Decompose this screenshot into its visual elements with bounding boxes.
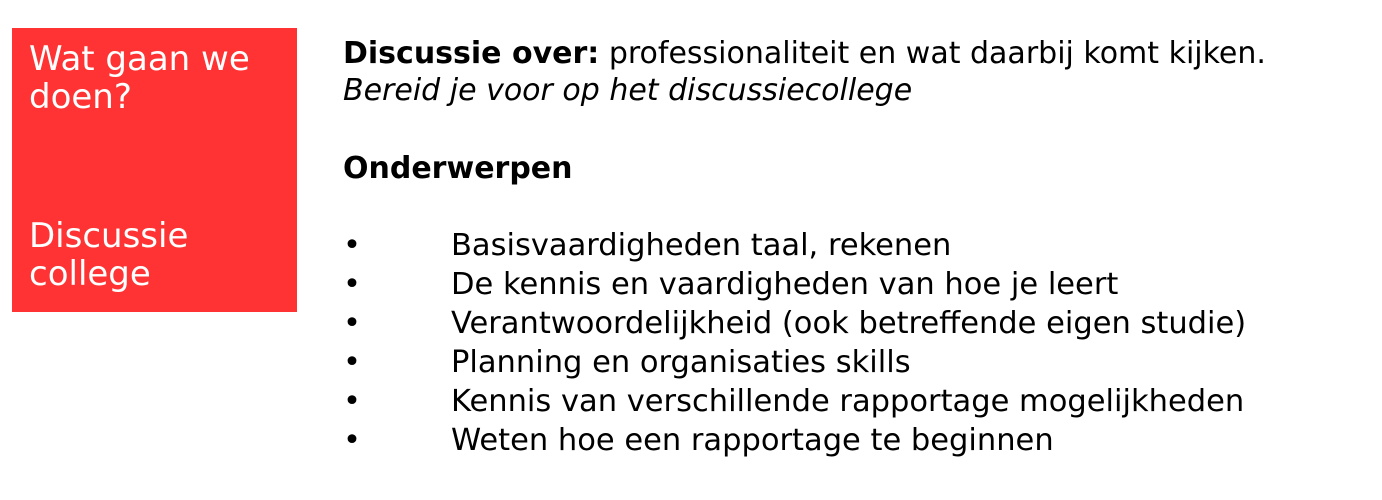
- topic-text: Kennis van verschillende rapportage mogelijkheden: [451, 384, 1245, 419]
- list-item: [343, 421, 1373, 460]
- bullet-icon: •: [343, 345, 361, 380]
- list-item: [343, 265, 1373, 304]
- topic-text: Weten hoe een rapportage te beginnen: [451, 423, 1054, 458]
- topic-text: Basisvaardigheden taal, rekenen: [451, 228, 952, 263]
- slide-content: [343, 35, 1373, 460]
- bullet-icon: •: [343, 228, 361, 263]
- intro-bold-label: Discussie over:: [343, 36, 600, 71]
- topic-text: Planning en organisaties skills: [451, 345, 911, 380]
- bullet-icon: •: [343, 423, 361, 458]
- intro-text: professionaliteit en wat daarbij komt kijken.: [599, 36, 1266, 71]
- bullet-icon: •: [343, 306, 361, 341]
- list-item: [343, 382, 1373, 421]
- bullet-icon: •: [343, 384, 361, 419]
- intro-subtitle: Bereid je voor op het discussiecollege: [343, 73, 913, 108]
- bullet-icon: •: [343, 267, 361, 302]
- topics-heading: Onderwerpen: [343, 151, 573, 186]
- section-label-box: [12, 28, 297, 312]
- topic-text: De kennis en vaardigheden van hoe je leert: [451, 267, 1119, 302]
- section-question-label: Wat gaan we doen?: [29, 39, 250, 117]
- session-type-label: Discussie college: [29, 216, 189, 294]
- intro-line: [343, 35, 1373, 72]
- list-item: [343, 343, 1373, 382]
- topic-text: Verantwoordelijkheid (ook betreffende eigen studie): [451, 306, 1247, 341]
- topic-list: [343, 226, 1373, 460]
- list-item: [343, 226, 1373, 265]
- list-item: [343, 304, 1373, 343]
